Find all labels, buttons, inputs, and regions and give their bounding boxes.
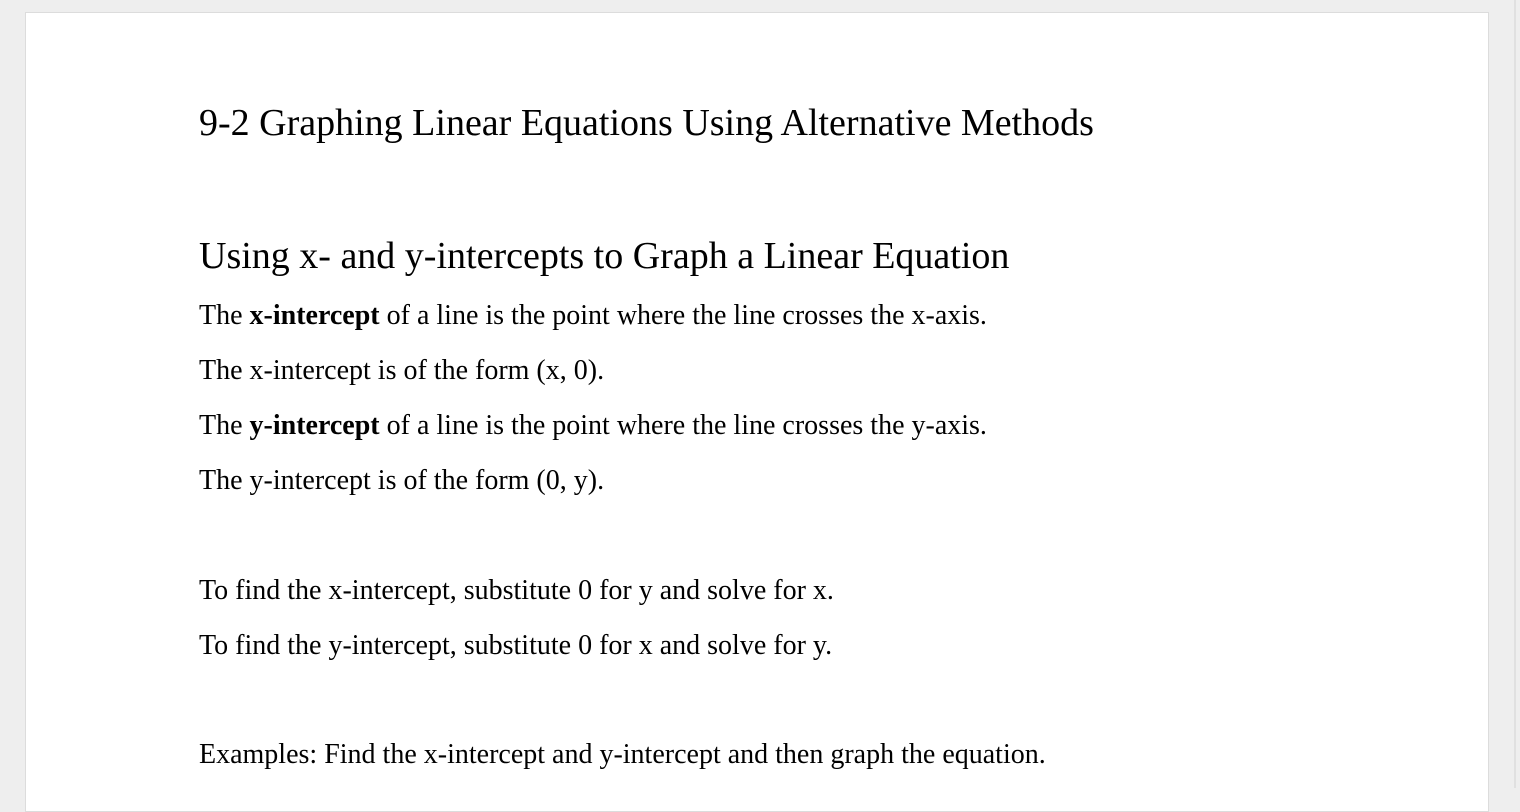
paragraph-find-x-intercept: To find the x-intercept, substitute 0 for y and solve for x.	[199, 575, 834, 606]
document-title: 9-2 Graphing Linear Equations Using Alternative Methods	[199, 102, 1094, 144]
bold-term-x-intercept: x-intercept	[249, 300, 380, 331]
text-run: The	[199, 410, 250, 441]
paragraph-examples: Examples: Find the x-intercept and y-intercept and then graph the equation.	[199, 739, 1046, 770]
document-page	[25, 12, 1489, 812]
paragraph-y-intercept-definition	[199, 408, 987, 444]
text-run: of a line is the point where the line crosses the y-axis.	[379, 410, 987, 441]
text-run: of a line is the point where the line crosses the x-axis.	[379, 300, 987, 331]
paragraph-x-intercept-form: The x-intercept is of the form (x, 0).	[199, 355, 605, 386]
bold-term-y-intercept: y-intercept	[249, 410, 380, 441]
text-run: The	[199, 300, 250, 331]
paragraph-find-y-intercept: To find the y-intercept, substitute 0 for x and solve for y.	[199, 630, 833, 661]
section-heading: Using x- and y-intercepts to Graph a Linear Equation	[199, 235, 1010, 277]
paragraph-x-intercept-definition	[199, 298, 987, 334]
scrollbar-track[interactable]	[1514, 0, 1516, 788]
paragraph-y-intercept-form: The y-intercept is of the form (0, y).	[199, 465, 605, 496]
